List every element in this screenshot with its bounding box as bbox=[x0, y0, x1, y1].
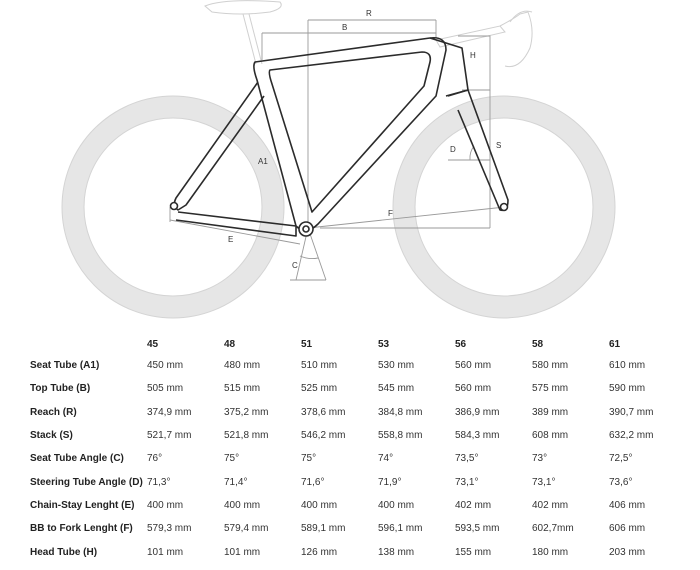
geometry-table bbox=[30, 334, 686, 564]
size-45: 45 bbox=[147, 338, 159, 350]
table-cell: 505 mm bbox=[147, 383, 184, 395]
table-cell: 632,2 mm bbox=[609, 430, 654, 442]
row-label: Steering Tube Angle (D) bbox=[30, 476, 143, 488]
row-label: Chain-Stay Lenght (E) bbox=[30, 499, 135, 511]
size-61: 61 bbox=[609, 338, 621, 350]
label-s: S bbox=[496, 141, 502, 150]
table-cell: 73,6° bbox=[609, 476, 633, 488]
table-cell: 560 mm bbox=[455, 383, 492, 395]
table-cell: 71,9° bbox=[378, 476, 402, 488]
label-b: B bbox=[342, 23, 348, 32]
table-cell: 400 mm bbox=[378, 499, 415, 511]
label-r: R bbox=[366, 9, 372, 18]
size-header-row bbox=[30, 334, 686, 354]
table-row bbox=[30, 494, 686, 517]
table-cell: 579,4 mm bbox=[224, 523, 269, 535]
table-row bbox=[30, 377, 686, 400]
table-cell: 374,9 mm bbox=[147, 406, 192, 418]
table-cell: 515 mm bbox=[224, 383, 261, 395]
table-cell: 402 mm bbox=[532, 499, 569, 511]
table-cell: 76° bbox=[147, 453, 163, 465]
table-cell: 521,7 mm bbox=[147, 430, 192, 442]
table-cell: 545 mm bbox=[378, 383, 415, 395]
row-label: Seat Tube Angle (C) bbox=[30, 453, 124, 465]
table-cell: 596,1 mm bbox=[378, 523, 423, 535]
table-cell: 480 mm bbox=[224, 360, 261, 372]
table-cell: 593,5 mm bbox=[455, 523, 500, 535]
table-cell: 378,6 mm bbox=[301, 406, 346, 418]
size-58: 58 bbox=[532, 338, 544, 350]
table-cell: 71,4° bbox=[224, 476, 248, 488]
table-cell: 74° bbox=[378, 453, 394, 465]
label-a1: A1 bbox=[258, 157, 268, 166]
table-cell: 73° bbox=[532, 453, 548, 465]
table-cell: 389 mm bbox=[532, 406, 569, 418]
table-cell: 101 mm bbox=[224, 546, 261, 558]
saddle-seatpost bbox=[205, 1, 281, 64]
table-cell: 521,8 mm bbox=[224, 430, 269, 442]
label-e: E bbox=[228, 235, 234, 244]
table-cell: 450 mm bbox=[147, 360, 184, 372]
row-label: Reach (R) bbox=[30, 406, 77, 418]
table-cell: 73,1° bbox=[455, 476, 479, 488]
table-cell: 525 mm bbox=[301, 383, 338, 395]
table-cell: 589,1 mm bbox=[301, 523, 346, 535]
size-56: 56 bbox=[455, 338, 467, 350]
table-cell: 400 mm bbox=[224, 499, 261, 511]
table-cell: 375,2 mm bbox=[224, 406, 269, 418]
table-cell: 546,2 mm bbox=[301, 430, 346, 442]
table-cell: 72,5° bbox=[609, 453, 633, 465]
row-label: Seat Tube (A1) bbox=[30, 360, 100, 372]
table-cell: 180 mm bbox=[532, 546, 569, 558]
table-cell: 73,5° bbox=[455, 453, 479, 465]
table-cell: 75° bbox=[301, 453, 317, 465]
table-cell: 602,7mm bbox=[532, 523, 574, 535]
table-cell: 400 mm bbox=[147, 499, 184, 511]
header-corner bbox=[30, 334, 147, 354]
label-f: F bbox=[388, 209, 393, 218]
table-cell: 402 mm bbox=[455, 499, 492, 511]
table-cell: 406 mm bbox=[609, 499, 646, 511]
table-cell: 400 mm bbox=[301, 499, 338, 511]
row-label: Head Tube (H) bbox=[30, 546, 98, 558]
table-cell: 101 mm bbox=[147, 546, 184, 558]
table-cell: 530 mm bbox=[378, 360, 415, 372]
table-cell: 590 mm bbox=[609, 383, 646, 395]
table-cell: 390,7 mm bbox=[609, 406, 654, 418]
table-row bbox=[30, 470, 686, 493]
table-cell: 580 mm bbox=[532, 360, 569, 372]
size-51: 51 bbox=[301, 338, 313, 350]
table-cell: 575 mm bbox=[532, 383, 569, 395]
row-label: Top Tube (B) bbox=[30, 383, 91, 395]
size-53: 53 bbox=[378, 338, 390, 350]
table-row bbox=[30, 354, 686, 377]
table-cell: 126 mm bbox=[301, 546, 338, 558]
table-row bbox=[30, 517, 686, 540]
table-cell: 71,6° bbox=[301, 476, 325, 488]
label-d: D bbox=[450, 145, 456, 154]
table-cell: 558,8 mm bbox=[378, 430, 423, 442]
label-c: C bbox=[292, 261, 298, 270]
table-cell: 606 mm bbox=[609, 523, 646, 535]
table-row bbox=[30, 401, 686, 424]
table-cell: 584,3 mm bbox=[455, 430, 500, 442]
size-48: 48 bbox=[224, 338, 236, 350]
table-cell: 386,9 mm bbox=[455, 406, 500, 418]
table-cell: 610 mm bbox=[609, 360, 646, 372]
table-row bbox=[30, 424, 686, 447]
table-cell: 510 mm bbox=[301, 360, 338, 372]
table-row bbox=[30, 447, 686, 470]
handlebar-stem bbox=[436, 11, 532, 67]
row-label: Stack (S) bbox=[30, 430, 73, 442]
table-cell: 560 mm bbox=[455, 360, 492, 372]
table-cell: 384,8 mm bbox=[378, 406, 423, 418]
row-label: BB to Fork Lenght (F) bbox=[30, 523, 133, 535]
table-cell: 155 mm bbox=[455, 546, 492, 558]
table-cell: 75° bbox=[224, 453, 240, 465]
table-cell: 138 mm bbox=[378, 546, 415, 558]
label-h: H bbox=[470, 51, 476, 60]
table-cell: 71,3° bbox=[147, 476, 171, 488]
table-row bbox=[30, 540, 686, 563]
table-cell: 608 mm bbox=[532, 430, 569, 442]
table-cell: 73,1° bbox=[532, 476, 556, 488]
table-cell: 579,3 mm bbox=[147, 523, 192, 535]
bike-frame bbox=[171, 38, 509, 236]
table-cell: 203 mm bbox=[609, 546, 646, 558]
